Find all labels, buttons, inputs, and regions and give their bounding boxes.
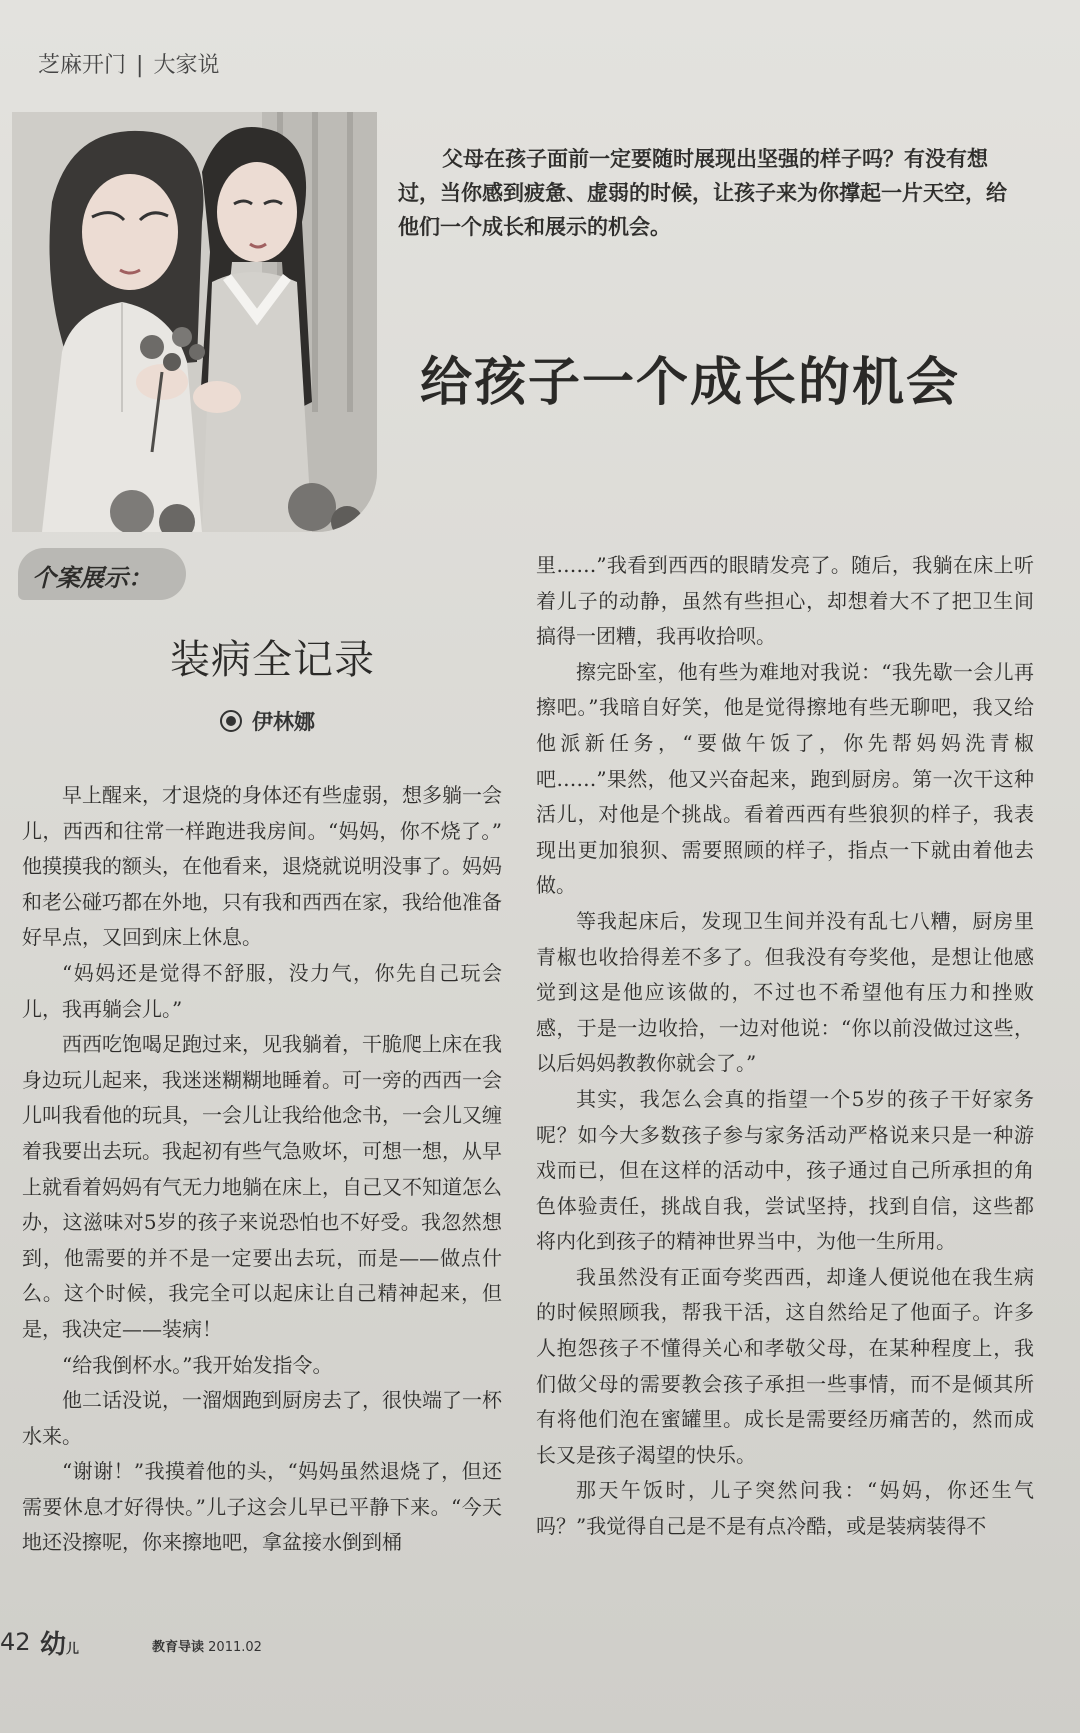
paragraph: 里……”我看到西西的眼睛发亮了。随后，我躺在床上听着儿子的动静，虽然有些担心，却想着大不了把卫生间搞得一团糟，我再收拾呗。	[536, 553, 1034, 649]
article-column-right	[536, 548, 1034, 1545]
illustration-drawing	[12, 112, 377, 532]
paragraph: “谢谢！”我摸着他的头，“妈妈虽然退烧了，但还需要休息才好得快。”儿子这会儿早已平静下来。“今天地还没擦呢，你来擦地吧，拿盆接水倒到桶	[22, 1459, 502, 1555]
intro-paragraph: 父母在孩子面前一定要随时展现出坚强的样子吗？有没有想过，当你感到疲惫、虚弱的时候，让孩子来为你撑起一片天空，给他们一个成长和展示的机会。	[398, 147, 1007, 239]
byline	[220, 706, 315, 736]
paragraph: 西西吃饱喝足跑过来，见我躺着，干脆爬上床在我身边玩儿起来，我迷迷糊糊地睡着。可一旁的西西一会儿叫我看他的玩具，一会儿让我给他念书，一会儿又缠着我要出去玩。我起初有些气急败坏，可想一想，从早上就看着妈妈有气无力地躺在床上，自己又不知道怎么办，这滋味对5岁的孩子来说恐怕也不好受。我忽然想到，他需要的并不是一定要出去玩，而是——做点什么。这个时候，我完全可以起床让自己精神起来，但是，我决定——装病！	[22, 1032, 502, 1341]
byline-mark-icon	[220, 710, 242, 732]
paragraph: 等我起床后，发现卫生间并没有乱七八糟，厨房里青椒也收拾得差不多了。但我没有夸奖他，是想让他感觉到这是他应该做的，不过也不希望他有压力和挫败感，于是一边收拾，一边对他说：“你以前没做过这些，以后妈妈教教你就会了。”	[536, 908, 1034, 1076]
magazine-name	[40, 1624, 79, 1661]
paragraph: 我虽然没有正面夸奖西西，却逢人便说他在我生病的时候照顾我，帮我干活，这自然给足了他面子。许多人抱怨孩子不懂得关心和孝敬父母，在某种程度上，我们做父母的需要教会孩子承担一些事情，而不是倾其所有将他们泡在蜜罐里。成长是需要经历痛苦的，然而成长又是孩子渴望的快乐。	[536, 1264, 1034, 1467]
magazine-name-big: 幼	[40, 1630, 67, 1660]
paragraph: 他二话没说，一溜烟跑到厨房去了，很快端了一杯水来。	[22, 1388, 502, 1448]
paragraph: 那天午饭时，儿子突然问我：“妈妈，你还生气吗？”我觉得自己是不是有点冷酷，或是装病装得不	[536, 1478, 1034, 1539]
article-title: 装病全记录	[170, 637, 375, 683]
case-badge	[18, 548, 186, 600]
page-title: 给孩子一个成长的机会	[420, 353, 961, 413]
header-separator: |	[136, 53, 144, 78]
paragraph: “妈妈还是觉得不舒服，没力气，你先自己玩会儿，我再躺会儿。”	[22, 960, 502, 1021]
section-header	[38, 48, 219, 79]
issue-number: 2011.02	[208, 1640, 262, 1655]
magazine-name-rest: 教育导读	[152, 1640, 205, 1655]
article-column-left	[22, 778, 502, 1561]
case-label: 个案展示：	[32, 564, 152, 592]
paragraph: “给我倒杯水。”我开始发指令。	[62, 1352, 333, 1377]
column-name: 大家说	[153, 53, 220, 78]
page-number: 42	[0, 1628, 31, 1656]
paragraph: 擦完卧室，他有些为难地对我说：“我先歇一会儿再擦吧。”我暗自好笑，他是觉得擦地有些无聊吧，我又给他派新任务，“要做午饭了，你先帮妈妈洗青椒吧……”果然，他又兴奋起来，跑到厨房。第一次干这种活儿，对他是个挑战。看着西西有些狼狈的样子，我表现出更加狼狈、需要照顾的样子，指点一下就由着他去做。	[536, 659, 1034, 898]
paragraph: 早上醒来，才退烧的身体还有些虚弱，想多躺一会儿，西西和往常一样跑进我房间。“妈妈，你不烧了。” 他摸摸我的额头，在他看来，退烧就说明没事了。妈妈和老公碰巧都在外地，只有我和西西在家，我给他准备好早点，又回到床上休息。	[22, 783, 502, 950]
magazine-name-small: 儿	[66, 1642, 80, 1657]
illustration-mother-daughter	[12, 112, 377, 532]
section-name: 芝麻开门	[38, 53, 127, 78]
issue-info	[152, 1636, 262, 1655]
author-name: 伊林娜	[252, 710, 315, 734]
paragraph: 其实，我怎么会真的指望一个5岁的孩子干好家务呢？如今大多数孩子参与家务活动严格说来只是一种游戏而已，但在这样的活动中，孩子通过自己所承担的角色体验责任，挑战自我，尝试坚持，找到自信，这些都将内化到孩子的精神世界当中，为他一生所用。	[536, 1086, 1034, 1254]
